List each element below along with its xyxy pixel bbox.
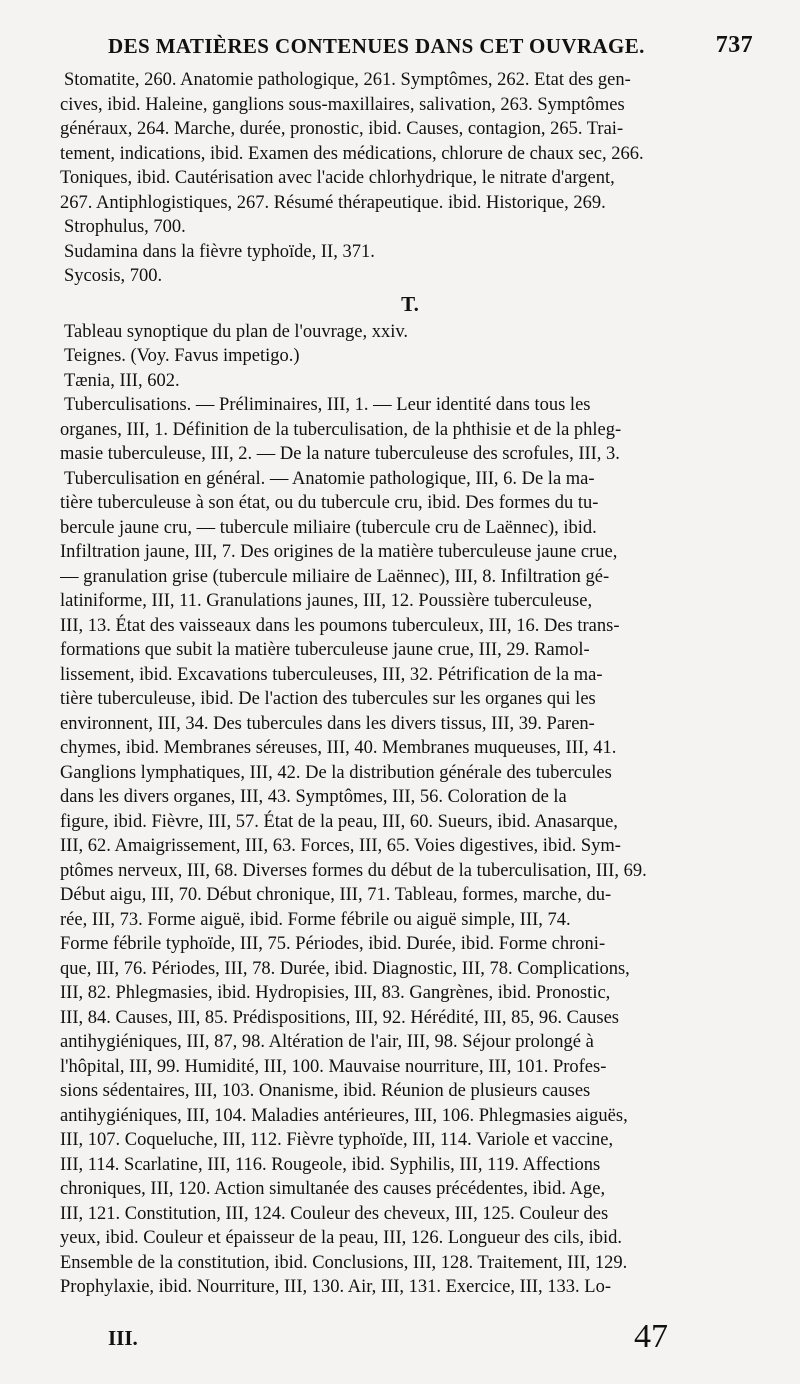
text-line: cives, ibid. Haleine, ganglions sous-maxillaires, salivation, 263. Symptômes: [60, 94, 625, 115]
text-line: formations que subit la matière tuberculeuse jaune crue, III, 29. Ramol-: [60, 640, 590, 660]
text-line: chymes, ibid. Membranes séreuses, III, 40. Membranes muqueuses, III, 41.: [60, 738, 617, 758]
text-line: que, III, 76. Périodes, III, 78. Durée, ibid. Diagnostic, III, 78. Complications,: [60, 958, 630, 979]
text-line: III, 82. Phlegmasies, ibid. Hydropisies, III, 83. Gangrènes, ibid. Pronostic,: [60, 983, 611, 1003]
signature-mark: III.: [108, 1326, 138, 1350]
text-line: Toniques, ibid. Cautérisation avec l'acide chlorhydrique, le nitrate d'argent,: [60, 168, 615, 188]
text-line: III, 62. Amaigrissement, III, 63. Forces, III, 65. Voies digestives, ibid. Sym-: [60, 836, 621, 856]
text-line: l'hôpital, III, 99. Humidité, III, 100. Mauvaise nourriture, III, 101. Profes-: [60, 1056, 607, 1077]
index-text-block: [60, 68, 760, 1300]
text-line: Teignes. (Voy. Favus impetigo.): [64, 346, 300, 366]
text-line: lissement, ibid. Excavations tuberculeuses, III, 32. Pétrification de la ma-: [60, 664, 603, 685]
text-line: Ensemble de la constitution, ibid. Conclusions, III, 128. Traitement, III, 129.: [60, 1252, 628, 1273]
text-line: Début aigu, III, 70. Début chronique, III, 71. Tableau, formes, marche, du-: [60, 885, 612, 905]
text-line: Sudamina dans la fièvre typhoïde, II, 371.: [64, 241, 375, 262]
text-line: Strophulus, 700.: [64, 217, 186, 237]
page-number: 737: [715, 32, 753, 58]
text-line: Tuberculisation en général. — Anatomie pathologique, III, 6. De la ma-: [64, 468, 595, 489]
text-line: III, 107. Coqueluche, III, 112. Fièvre typhoïde, III, 114. Variole et vaccine,: [60, 1130, 614, 1150]
text-line: rée, III, 73. Forme aiguë, ibid. Forme fébrile ou aiguë simple, III, 74.: [60, 909, 571, 930]
header-title: DES MATIÈRES CONTENUES DANS CET OUVRAGE.: [108, 34, 645, 58]
text-line: yeux, ibid. Couleur et épaisseur de la peau, III, 126. Longueur des cils, ibid.: [60, 1228, 623, 1248]
text-line: Forme fébrile typhoïde, III, 75. Périodes, ibid. Durée, ibid. Forme chroni-: [60, 934, 606, 954]
text-line: antihygiéniques, III, 104. Maladies antérieures, III, 106. Phlegmasies aiguës,: [60, 1105, 628, 1126]
text-line: Ganglions lymphatiques, III, 42. De la distribution générale des tubercules: [60, 762, 612, 783]
text-line: III, 121. Constitution, III, 124. Couleur des cheveux, III, 125. Couleur des: [60, 1203, 609, 1224]
text-line: environnent, III, 34. Des tubercules dans les divers tissus, III, 39. Paren-: [60, 713, 595, 734]
running-header: [108, 32, 753, 66]
text-line: tement, indications, ibid. Examen des médications, chlorure de chaux sec, 266.: [60, 143, 644, 164]
text-line: III, 114. Scarlatine, III, 116. Rougeole, ibid. Syphilis, III, 119. Affections: [60, 1154, 601, 1175]
text-line: chroniques, III, 120. Action simultanée des causes précédentes, ibid. Age,: [60, 1179, 606, 1199]
text-line: bercule jaune cru, — tubercule miliaire (tubercule cru de Laënnec), ibid.: [60, 517, 597, 538]
text-line: — granulation grise (tubercule miliaire de Laënnec), III, 8. Infiltration gé-: [60, 566, 610, 587]
text-line: Tableau synoptique du plan de l'ouvrage, xxiv.: [64, 321, 409, 342]
text-line: tière tuberculeuse à son état, ou du tubercule cru, ibid. Des formes du tu-: [60, 493, 599, 513]
text-line: Infiltration jaune, III, 7. Des origines de la matière tuberculeuse jaune crue,: [60, 542, 618, 562]
text-line: ptômes nerveux, III, 68. Diverses formes du début de la tuberculisation, III, 69.: [60, 860, 647, 881]
text-line: Stomatite, 260. Anatomie pathologique, 261. Symptômes, 262. Etat des gen-: [64, 70, 631, 90]
text-line: organes, III, 1. Définition de la tuberculisation, de la phthisie et de la phleg-: [60, 419, 622, 440]
text-line: dans les divers organes, III, 43. Symptômes, III, 56. Coloration de la: [60, 787, 567, 807]
text-line: Tuberculisations. — Préliminaires, III, 1. — Leur identité dans tous les: [64, 395, 591, 415]
text-line: antihygiéniques, III, 87, 98. Altération de l'air, III, 98. Séjour prolongé à: [60, 1032, 594, 1052]
text-line: masie tuberculeuse, III, 2. — De la nature tuberculeuse des scrofules, III, 3.: [60, 444, 620, 464]
section-letter-heading: T.: [401, 291, 419, 316]
text-line: Prophylaxie, ibid. Nourriture, III, 130. Air, III, 131. Exercice, III, 133. Lo-: [60, 1277, 612, 1297]
sheet-number: 47: [634, 1318, 668, 1355]
text-line: figure, ibid. Fièvre, III, 57. État de la peau, III, 60. Sueurs, ibid. Anasarque,: [60, 811, 618, 832]
text-line: Tænia, III, 602.: [64, 370, 180, 391]
text-line: 267. Antiphlogistiques, 267. Résumé thérapeutique. ibid. Historique, 269.: [60, 192, 606, 213]
page-footer: [108, 1318, 668, 1362]
text-line: Sycosis, 700.: [64, 266, 163, 286]
text-line: sions sédentaires, III, 103. Onanisme, ibid. Réunion de plusieurs causes: [60, 1081, 591, 1101]
text-line: tière tuberculeuse, ibid. De l'action des tubercules sur les organes qui les: [60, 689, 596, 709]
text-line: III, 84. Causes, III, 85. Prédispositions, III, 92. Hérédité, III, 85, 96. Causes: [60, 1007, 620, 1028]
text-line: généraux, 264. Marche, durée, pronostic, ibid. Causes, contagion, 265. Trai-: [60, 119, 624, 139]
text-line: III, 13. État des vaisseaux dans les poumons tuberculeux, III, 16. Des trans-: [60, 615, 620, 636]
text-line: latiniforme, III, 11. Granulations jaunes, III, 12. Poussière tuberculeuse,: [60, 591, 593, 611]
